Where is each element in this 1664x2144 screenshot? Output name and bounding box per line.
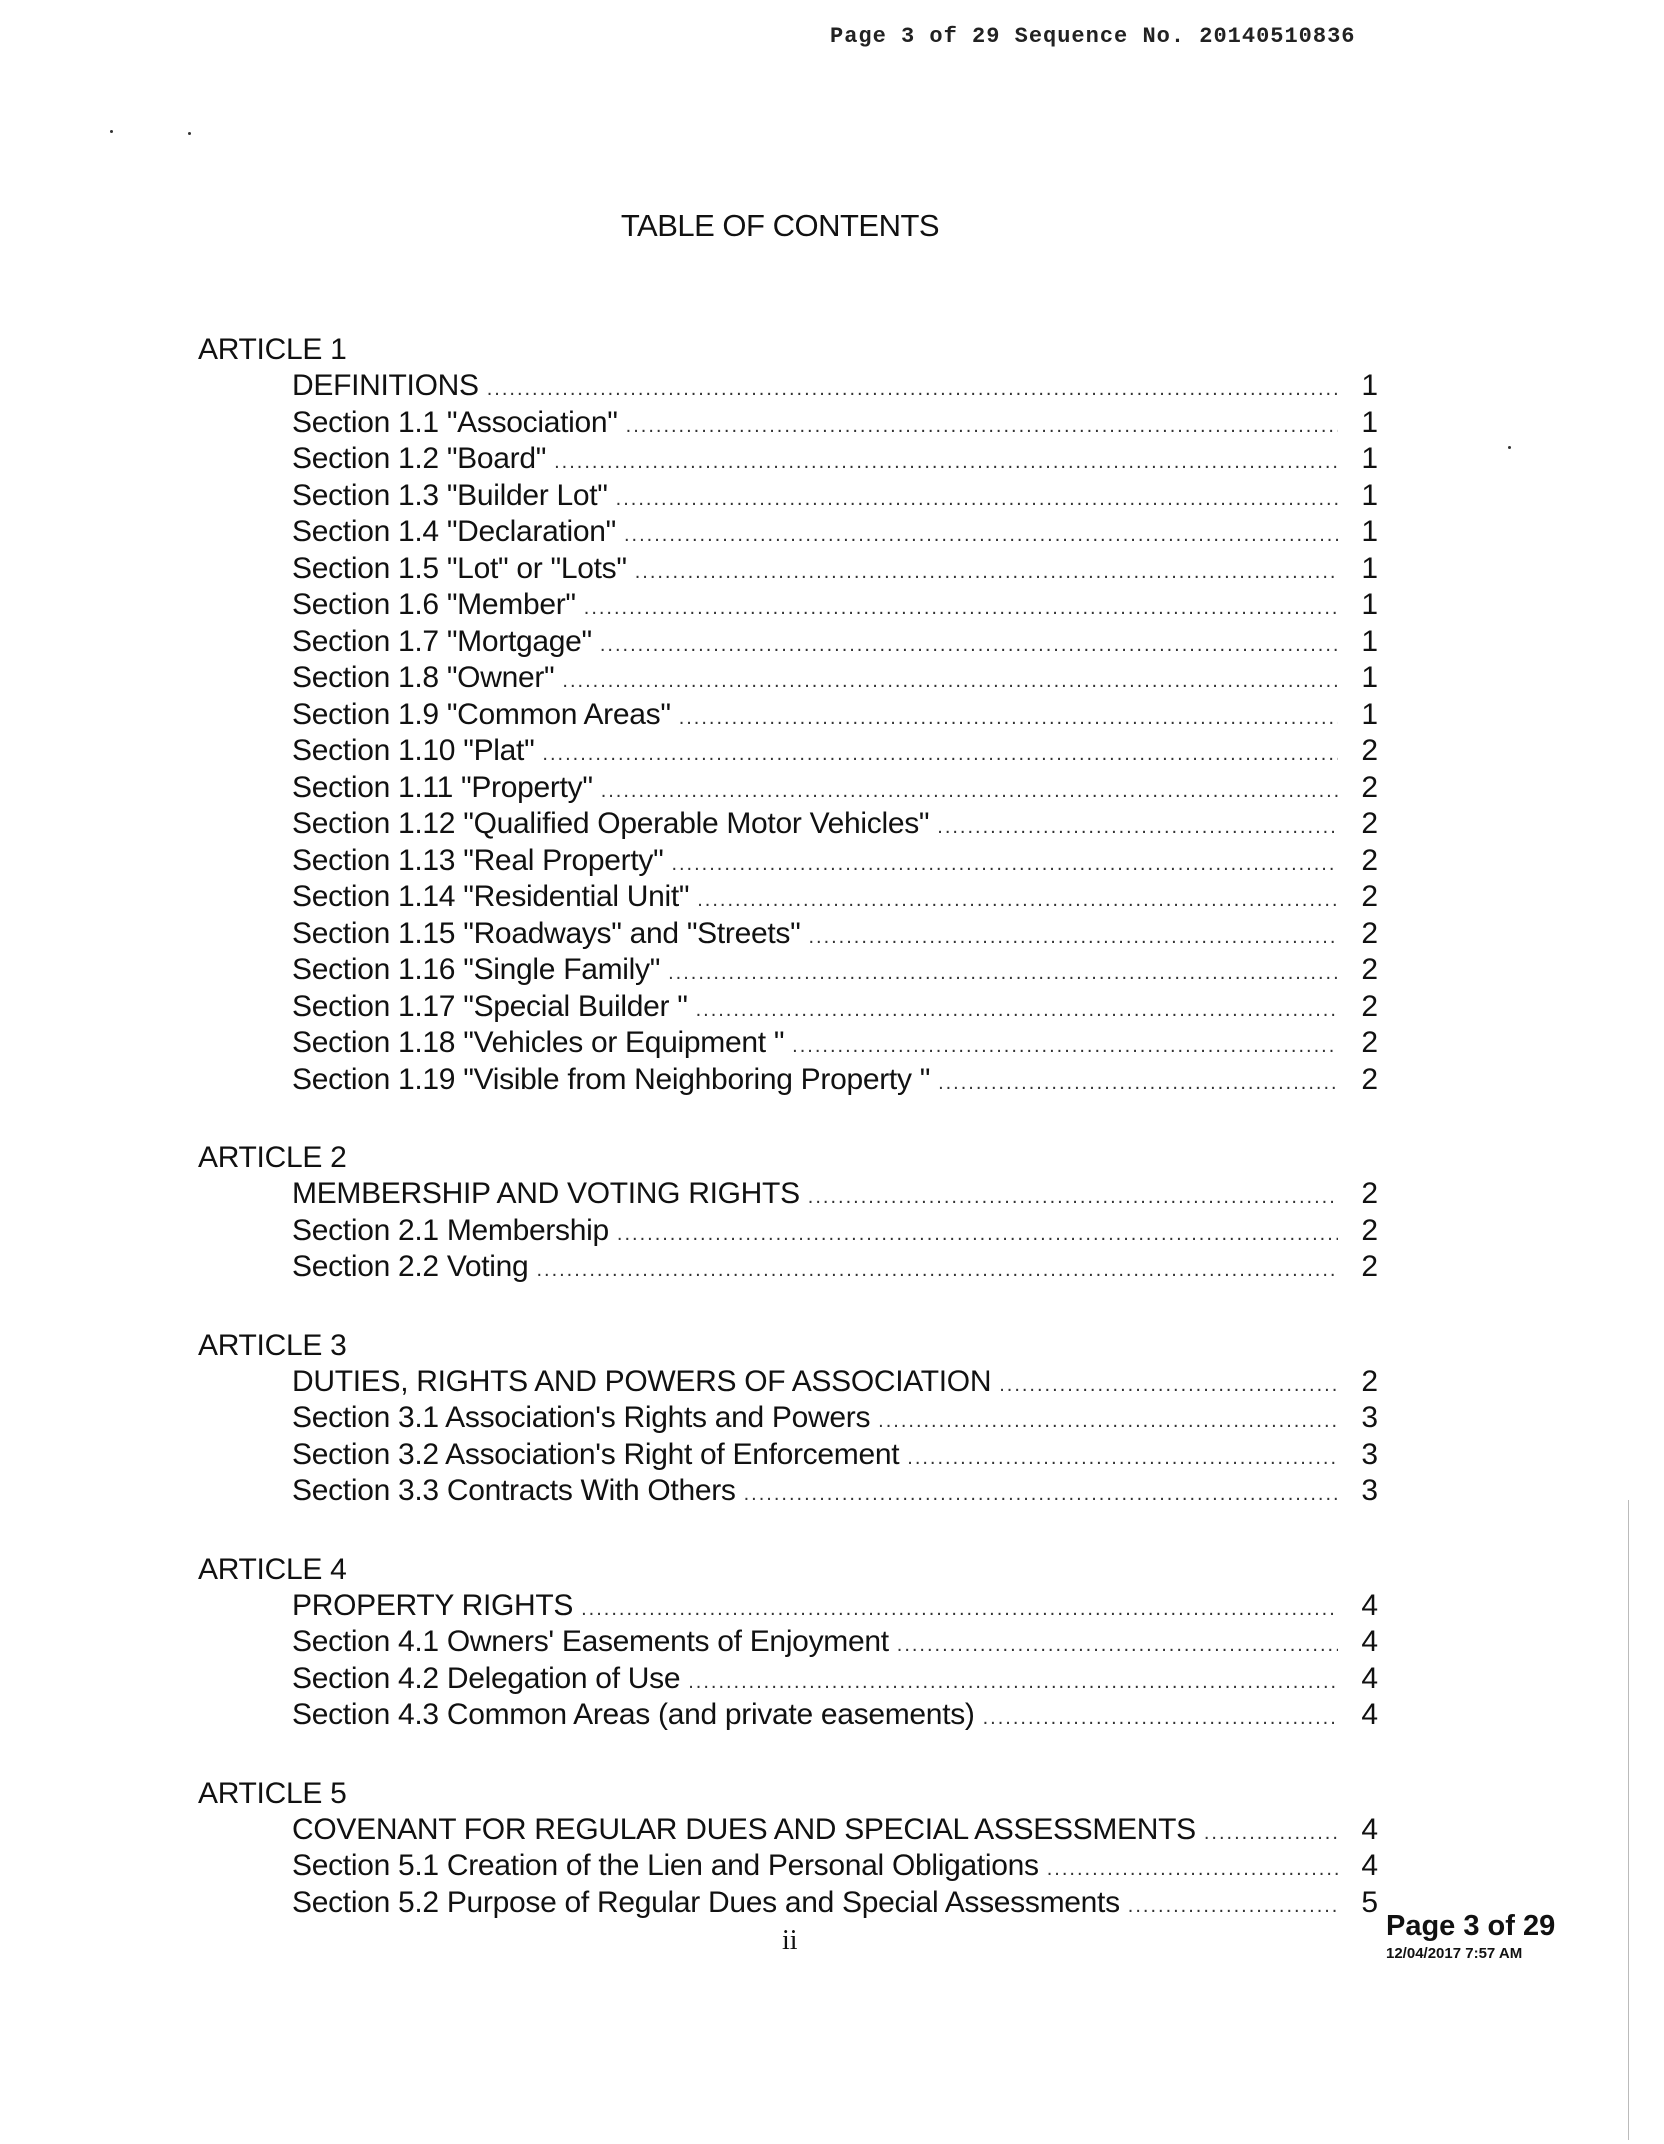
- toc-entry-title: MEMBERSHIP AND VOTING RIGHTS: [292, 1177, 800, 1210]
- toc-entry-title: Section 1.18 "Vehicles or Equipment ": [292, 1026, 785, 1059]
- toc-entry-title: DUTIES, RIGHTS AND POWERS OF ASSOCIATION: [292, 1364, 992, 1398]
- dot-leader: [671, 846, 1338, 883]
- toc-entry-title: Section 1.14 "Residential Unit": [292, 880, 690, 913]
- toc-entry: [198, 1062, 1378, 1099]
- toc-entry-page: 2: [1361, 770, 1378, 804]
- toc-entry: [198, 1213, 1378, 1250]
- toc-entry-page: 2: [1361, 1364, 1378, 1398]
- toc-entry-title: Section 4.3 Common Areas (and private easements): [292, 1698, 975, 1731]
- toc-entry-page: 3: [1361, 1474, 1378, 1507]
- toc-entry: [198, 733, 1378, 770]
- toc-entry-page: 4: [1361, 1698, 1378, 1731]
- scan-speck: [1508, 446, 1511, 449]
- dot-leader: [601, 773, 1338, 810]
- dot-leader: [938, 1065, 1338, 1102]
- toc-entry: [198, 551, 1378, 588]
- toc-article-block: [198, 1140, 1378, 1286]
- toc-entry-page: 2: [1361, 1062, 1378, 1096]
- toc-entry-title: COVENANT FOR REGULAR DUES AND SPECIAL ASSESSMENTS: [292, 1812, 1196, 1846]
- toc-entry-title: Section 1.12 "Qualified Operable Motor Vehicles": [292, 807, 930, 840]
- dot-leader: [999, 1367, 1338, 1404]
- toc-entry-title: Section 1.17 "Special Builder ": [292, 989, 688, 1023]
- toc-entry-page: 4: [1361, 1625, 1378, 1658]
- toc-entry-title: Section 2.1 Membership: [292, 1213, 609, 1247]
- toc-entry: [198, 697, 1378, 734]
- toc-entry: [198, 441, 1378, 478]
- article-heading: ARTICLE 4: [198, 1552, 347, 1586]
- toc-entry-title: Section 1.11 "Property": [292, 770, 593, 804]
- toc-entry: [198, 1437, 1378, 1474]
- toc-entry-title: Section 1.3 "Builder Lot": [292, 478, 608, 512]
- page-stamp-timestamp: 12/04/2017 7:57 AM: [1386, 1945, 1523, 1962]
- toc-entry: [198, 879, 1378, 916]
- toc-entry-title: Section 1.8 "Owner": [292, 661, 555, 694]
- toc-entry: [198, 405, 1378, 442]
- dot-leader: [792, 1028, 1338, 1065]
- fax-header: Page 3 of 29 Sequence No. 20140510836: [830, 24, 1356, 49]
- toc-entry: [198, 1812, 1378, 1849]
- toc-title: TABLE OF CONTENTS: [620, 208, 940, 243]
- toc-entry-page: 1: [1361, 697, 1378, 731]
- toc-entry: [198, 843, 1378, 880]
- toc-entry-title: Section 1.13 "Real Property": [292, 843, 664, 877]
- toc-entry-page: 4: [1361, 1812, 1378, 1846]
- toc-entry-title: Section 1.1 "Association": [292, 405, 618, 439]
- toc-entry-page: 2: [1361, 843, 1378, 877]
- page-stamp: [1386, 1910, 1555, 1962]
- dot-leader: [679, 700, 1338, 737]
- dot-leader: [1128, 1888, 1338, 1925]
- toc-entry-title: Section 3.2 Association's Right of Enforcement: [292, 1437, 900, 1471]
- dot-leader: [937, 809, 1338, 846]
- toc-entry-title: DEFINITIONS: [292, 369, 479, 402]
- dot-leader: [878, 1403, 1338, 1440]
- toc-entry: [198, 989, 1378, 1026]
- dot-leader: [688, 1664, 1338, 1701]
- dot-leader: [554, 444, 1338, 481]
- dot-leader: [696, 992, 1338, 1029]
- toc-entry-page: 1: [1361, 661, 1378, 694]
- dot-leader: [487, 371, 1338, 408]
- toc-entry-title: Section 1.4 "Declaration": [292, 515, 616, 548]
- toc-entry-title: Section 1.7 "Mortgage": [292, 624, 592, 658]
- toc-article-block: [198, 1328, 1378, 1510]
- toc-article-block: [198, 332, 1378, 1098]
- dot-leader: [581, 1591, 1338, 1628]
- toc-entry: [198, 478, 1378, 515]
- toc-entry-page: 1: [1361, 588, 1378, 621]
- article-heading: ARTICLE 1: [198, 333, 347, 366]
- roman-page-number: ii: [782, 1925, 798, 1956]
- toc-entry-title: Section 3.1 Association's Rights and Powers: [292, 1401, 871, 1434]
- toc-entry-title: Section 5.2 Purpose of Regular Dues and Special Assessments: [292, 1885, 1120, 1919]
- toc-entry-page: 2: [1361, 1177, 1378, 1210]
- dot-leader: [983, 1700, 1338, 1737]
- toc-entry-title: PROPERTY RIGHTS: [292, 1588, 574, 1622]
- dot-leader: [536, 1252, 1338, 1289]
- dot-leader: [562, 663, 1338, 700]
- toc-entry-page: 4: [1361, 1661, 1378, 1695]
- toc-entry-title: Section 2.2 Voting: [292, 1250, 529, 1283]
- toc-article-block: [198, 1552, 1378, 1734]
- dot-leader: [584, 590, 1338, 627]
- toc-entry-page: 2: [1361, 1213, 1378, 1247]
- toc-entry-title: Section 4.2 Delegation of Use: [292, 1661, 681, 1695]
- scan-speck: [110, 130, 113, 133]
- toc-entry: [198, 514, 1378, 551]
- toc-entry-page: 2: [1361, 807, 1378, 840]
- article-heading: ARTICLE 3: [198, 1328, 347, 1362]
- toc-entry-page: 4: [1361, 1849, 1378, 1882]
- toc-entry-title: Section 1.2 "Board": [292, 442, 547, 475]
- toc-entry-page: 1: [1361, 551, 1378, 585]
- dot-leader: [808, 1179, 1338, 1216]
- article-heading: ARTICLE 5: [198, 1776, 347, 1810]
- toc-entry-page: 2: [1361, 1250, 1378, 1283]
- dot-leader: [616, 481, 1338, 518]
- toc-entry: [198, 1025, 1378, 1062]
- dot-leader: [600, 627, 1338, 664]
- toc-entry: [198, 660, 1378, 697]
- toc-article-block: [198, 1776, 1378, 1922]
- toc-entry: [198, 1588, 1378, 1625]
- dot-leader: [635, 554, 1338, 591]
- dot-leader: [1204, 1815, 1338, 1852]
- toc-entry-page: 1: [1361, 515, 1378, 548]
- toc-entry: [198, 1249, 1378, 1286]
- toc-entry-page: 3: [1361, 1437, 1378, 1471]
- toc-entry-page: 2: [1361, 953, 1378, 986]
- toc-entry-page: 1: [1361, 442, 1378, 475]
- dot-leader: [626, 408, 1338, 445]
- page-stamp-label: Page 3 of 29: [1386, 1910, 1556, 1942]
- table-of-contents: [198, 332, 1378, 1963]
- toc-entry-page: 1: [1361, 478, 1378, 512]
- toc-entry: [198, 1364, 1378, 1401]
- dot-leader: [897, 1627, 1338, 1664]
- toc-entry: [198, 806, 1378, 843]
- toc-entry: [198, 368, 1378, 405]
- toc-entry-page: 1: [1361, 405, 1378, 439]
- toc-entry-page: 4: [1361, 1588, 1378, 1622]
- toc-entry-title: Section 1.15 "Roadways" and "Streets": [292, 916, 801, 950]
- toc-entry: [198, 1400, 1378, 1437]
- toc-entry: [198, 1848, 1378, 1885]
- dot-leader: [744, 1476, 1338, 1513]
- toc-entry-page: 2: [1361, 916, 1378, 950]
- toc-entry-page: 1: [1361, 624, 1378, 658]
- toc-entry: [198, 1473, 1378, 1510]
- toc-entry: [198, 624, 1378, 661]
- dot-leader: [668, 955, 1338, 992]
- toc-entry-title: Section 5.1 Creation of the Lien and Personal Obligations: [292, 1849, 1039, 1882]
- dot-leader: [1047, 1851, 1338, 1888]
- dot-leader: [617, 1216, 1338, 1253]
- toc-entry-page: 2: [1361, 880, 1378, 913]
- toc-entry: [198, 1697, 1378, 1734]
- toc-entry-title: Section 3.3 Contracts With Others: [292, 1474, 736, 1507]
- toc-entry: [198, 1176, 1378, 1213]
- toc-entry-title: Section 4.1 Owners' Easements of Enjoyment: [292, 1625, 889, 1658]
- toc-entry: [198, 587, 1378, 624]
- toc-entry: [198, 1885, 1378, 1922]
- scan-speck: [188, 132, 191, 135]
- dot-leader: [808, 919, 1338, 956]
- toc-entry-title: Section 1.16 "Single Family": [292, 953, 661, 986]
- toc-entry: [198, 1661, 1378, 1698]
- toc-entry: [198, 916, 1378, 953]
- toc-entry: [198, 770, 1378, 807]
- toc-entry-page: 5: [1361, 1885, 1378, 1919]
- toc-entry-page: 2: [1361, 989, 1378, 1023]
- toc-entry-title: Section 1.5 "Lot" or "Lots": [292, 551, 627, 585]
- toc-entry-title: Section 1.9 "Common Areas": [292, 697, 671, 731]
- toc-entry-page: 1: [1361, 369, 1378, 402]
- toc-entry-page: 2: [1361, 734, 1378, 767]
- dot-leader: [697, 882, 1338, 919]
- toc-entry-page: 3: [1361, 1401, 1378, 1434]
- toc-entry: [198, 952, 1378, 989]
- article-heading: ARTICLE 2: [198, 1141, 347, 1174]
- toc-entry-title: Section 1.6 "Member": [292, 588, 576, 621]
- dot-leader: [624, 517, 1338, 554]
- toc-entry-title: Section 1.19 "Visible from Neighboring Property ": [292, 1062, 931, 1096]
- toc-entry-title: Section 1.10 "Plat": [292, 734, 535, 767]
- toc-entry-page: 2: [1361, 1026, 1378, 1059]
- dot-leader: [907, 1440, 1338, 1477]
- scan-edge-line: [1628, 1500, 1629, 2140]
- toc-entry: [198, 1624, 1378, 1661]
- dot-leader: [542, 736, 1338, 773]
